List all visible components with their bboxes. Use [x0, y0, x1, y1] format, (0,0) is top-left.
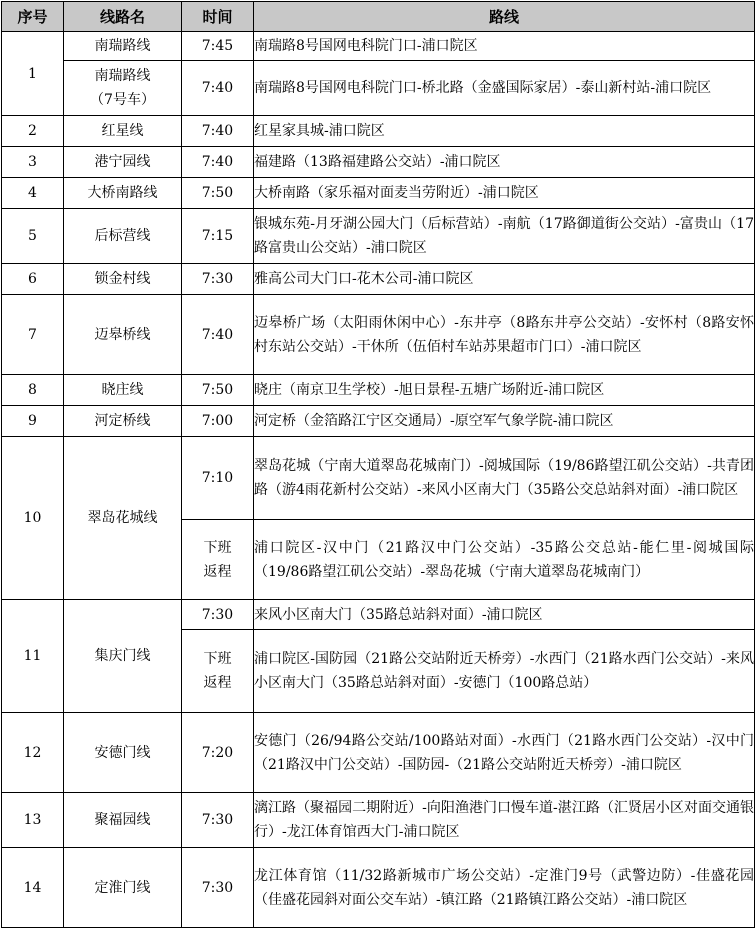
- row-line-name: 河定桥线: [64, 406, 182, 437]
- table-row: [2, 848, 755, 928]
- row-no: 7: [2, 295, 64, 375]
- row-route: 安德门（26/94路公交站/100路站对面）-水西门（21路水西门公交站）-汉中门（21路汉中门公交站）-国防园-（21路公交站附近天桥旁）-浦口院区: [254, 713, 755, 793]
- row-line-name: 集庆门线: [64, 600, 182, 713]
- row-route: 南瑞路8号国网电科院门口-桥北路（金盛国际家居）-泰山新村站-浦口院区: [254, 61, 755, 116]
- table-row: [2, 793, 755, 848]
- table-row: [2, 264, 755, 295]
- row-time: 7:20: [182, 713, 254, 793]
- row-route: 漓江路（聚福园二期附近）-向阳渔港门口慢车道-湛江路（汇贤居小区对面交通银行）-龙江体育馆西大门-浦口院区: [254, 793, 755, 848]
- table-row: [2, 61, 755, 116]
- table-row: [2, 209, 755, 264]
- row-no: 3: [2, 147, 64, 178]
- row-route: 来风小区南大门（35路总站斜对面）-浦口院区: [254, 600, 755, 630]
- row-route: 浦口院区-汉中门（21路汉中门公交站）-35路公交总站-能仁里-阅城国际（19/86路望江矶公交站）-翠岛花城（宁南大道翠岛花城南门）: [254, 520, 755, 600]
- row-time: 7:00: [182, 406, 254, 437]
- row-time: 下班 返程: [182, 520, 254, 600]
- row-no: 1: [2, 32, 64, 116]
- row-time: 下班 返程: [182, 630, 254, 713]
- table-row: [2, 713, 755, 793]
- header-no: 序号: [2, 2, 64, 32]
- row-no: 11: [2, 600, 64, 713]
- row-route: 龙江体育馆（11/32路新城市广场公交站）-定淮门9号（武警边防）-佳盛花园（佳盛花园斜对面公交车站）-镇江路（21路镇江路公交站）-浦口院区: [254, 848, 755, 928]
- table-header-row: [2, 2, 755, 32]
- row-route: 迈皋桥广场（太阳雨休闲中心）-东井亭（8路东井亭公交站）-安怀村（8路安怀村东站公交站）-干休所（伍佰村车站苏果超市门口）-浦口院区: [254, 295, 755, 375]
- row-line-name: 定淮门线: [64, 848, 182, 928]
- row-time: 7:30: [182, 793, 254, 848]
- row-no: 12: [2, 713, 64, 793]
- row-line-name: 后标营线: [64, 209, 182, 264]
- row-route: 浦口院区-国防园（21路公交站附近天桥旁）-水西门（21路水西门公交站）-来风小区南大门（35路总站斜对面）-安德门（100路总站）: [254, 630, 755, 713]
- row-route: 大桥南路（家乐福对面麦当劳附近）-浦口院区: [254, 178, 755, 209]
- row-route: 雅高公司大门口-花木公司-浦口院区: [254, 264, 755, 295]
- row-route: 红星家具城-浦口院区: [254, 116, 755, 147]
- row-line-name: 大桥南路线: [64, 178, 182, 209]
- row-no: 13: [2, 793, 64, 848]
- row-time: 7:40: [182, 61, 254, 116]
- row-no: 2: [2, 116, 64, 147]
- row-time: 7:50: [182, 178, 254, 209]
- row-line-name: 南瑞路线 （7号车）: [64, 61, 182, 116]
- table-row: [2, 375, 755, 406]
- row-route: 翠岛花城（宁南大道翠岛花城南门）-阅城国际（19/86路望江矶公交站）-共青团路（游4雨花新村公交站）-来风小区南大门（35路公交总站斜对面）-浦口院区: [254, 437, 755, 520]
- header-route: 路线: [254, 2, 755, 32]
- row-time: 7:50: [182, 375, 254, 406]
- table-row: [2, 147, 755, 178]
- row-no: 14: [2, 848, 64, 928]
- row-no: 9: [2, 406, 64, 437]
- row-time: 7:40: [182, 295, 254, 375]
- row-no: 10: [2, 437, 64, 600]
- row-time: 7:40: [182, 147, 254, 178]
- row-line-name: 晓庄线: [64, 375, 182, 406]
- row-route: 福建路（13路福建路公交站）-浦口院区: [254, 147, 755, 178]
- table-row: [2, 600, 755, 630]
- table-row: [2, 178, 755, 209]
- row-line-name: 红星线: [64, 116, 182, 147]
- row-line-name: 锁金村线: [64, 264, 182, 295]
- row-route: 南瑞路8号国网电科院门口-浦口院区: [254, 32, 755, 61]
- row-line-name: 聚福园线: [64, 793, 182, 848]
- table-row: [2, 295, 755, 375]
- row-no: 5: [2, 209, 64, 264]
- row-time: 7:45: [182, 32, 254, 61]
- row-no: 4: [2, 178, 64, 209]
- bus-route-table: [1, 1, 755, 928]
- row-line-name: 翠岛花城线: [64, 437, 182, 600]
- row-route: 晓庄（南京卫生学校）-旭日景程-五塘广场附近-浦口院区: [254, 375, 755, 406]
- table-row: [2, 116, 755, 147]
- header-time: 时间: [182, 2, 254, 32]
- row-line-name: 安德门线: [64, 713, 182, 793]
- table-row: [2, 32, 755, 61]
- row-time: 7:30: [182, 600, 254, 630]
- row-time: 7:15: [182, 209, 254, 264]
- row-route: 河定桥（金箔路江宁区交通局）-原空军气象学院-浦口院区: [254, 406, 755, 437]
- row-time: 7:30: [182, 848, 254, 928]
- row-route: 银城东苑-月牙湖公园大门（后标营站）-南航（17路御道街公交站）-富贵山（17路富贵山公交站）-浦口院区: [254, 209, 755, 264]
- row-no: 8: [2, 375, 64, 406]
- row-time: 7:40: [182, 116, 254, 147]
- row-time: 7:10: [182, 437, 254, 520]
- row-line-name: 迈皋桥线: [64, 295, 182, 375]
- row-line-name: 港宁园线: [64, 147, 182, 178]
- row-line-name: 南瑞路线: [64, 32, 182, 61]
- table-row: [2, 406, 755, 437]
- table-row: [2, 437, 755, 520]
- row-no: 6: [2, 264, 64, 295]
- header-line-name: 线路名: [64, 2, 182, 32]
- row-time: 7:30: [182, 264, 254, 295]
